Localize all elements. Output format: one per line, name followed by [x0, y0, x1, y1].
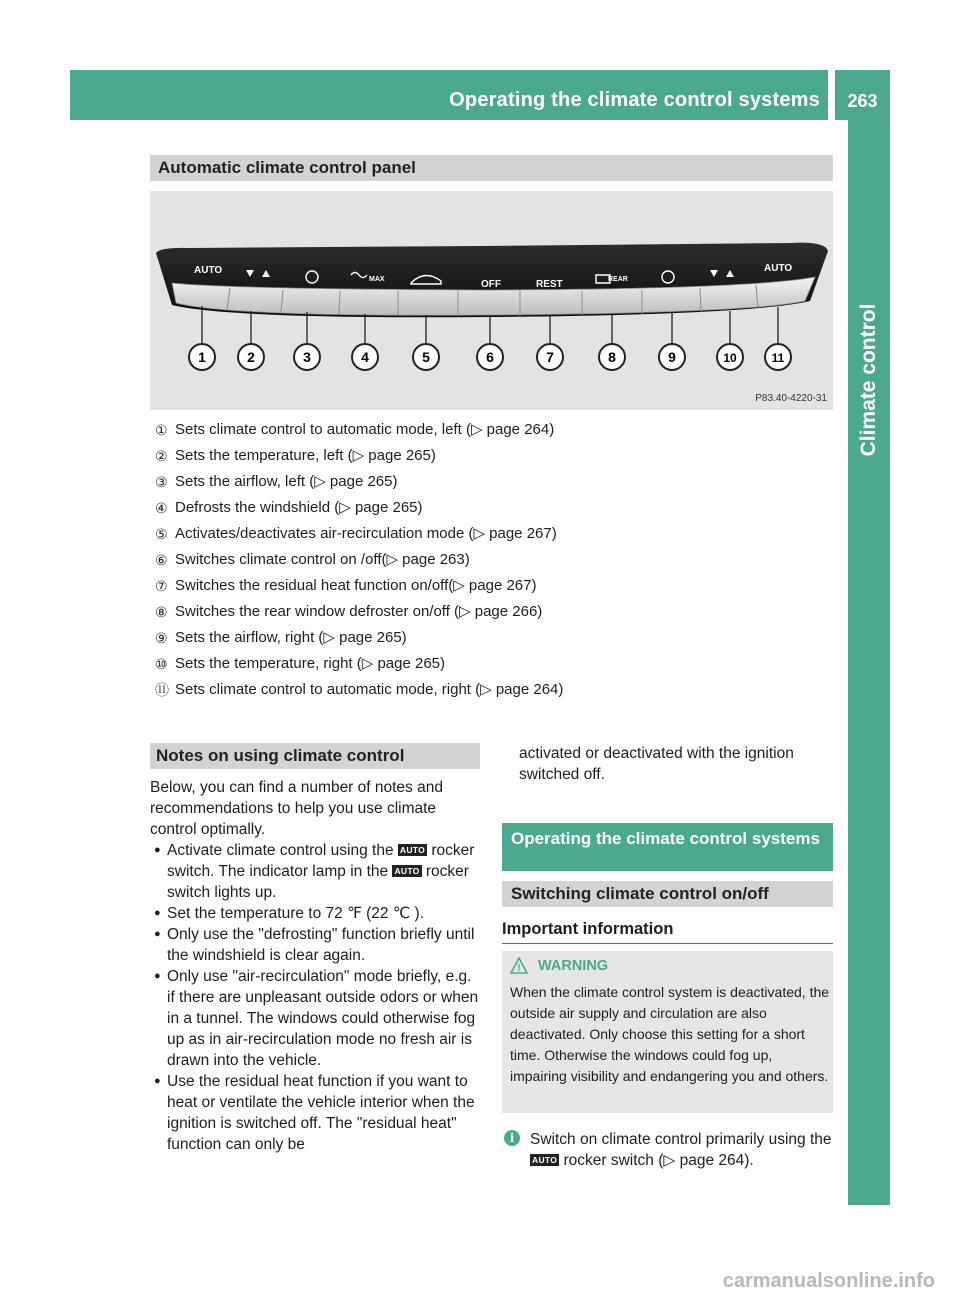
callout-6 [477, 344, 503, 370]
side-tab-label: Climate control [857, 303, 880, 457]
caption-item: ② Sets the temperature, left (▷ page 265) [155, 447, 436, 464]
caption-list [155, 420, 835, 706]
side-tab-marker [848, 1150, 890, 1192]
important-information-heading: Important information [502, 918, 833, 944]
auto-key-icon: AUTO [532, 1155, 558, 1165]
svg-text:11: 11 [771, 351, 785, 365]
rear-label: REAR [608, 276, 628, 283]
svg-text:7: 7 [546, 349, 554, 365]
callout-9 [659, 344, 685, 370]
caption-item: ⑥ Switches climate control on /off(▷ page 263) [155, 551, 470, 568]
warning-body: When the climate control system is deactivated, the outside air supply and circulation are also deactivated. Only choose this setting for a short time. Otherwise the windows could fog up, impairing visibility and endangering you and others. [510, 984, 830, 1084]
caption-item: ① Sets climate control to automatic mode, left (▷ page 264) [155, 421, 555, 438]
section-heading-panel: Automatic climate control panel [150, 155, 833, 181]
info-icon: i [504, 1130, 520, 1146]
auto-right-label: AUTO [764, 263, 793, 274]
subsection-heading-switching: Switching climate control on/off [502, 881, 833, 907]
warning-header [510, 957, 608, 974]
notes-bullet-3: ● Only use the "defrosting" function briefly until the windshield is clear again. [154, 926, 475, 964]
control-panel-illustration [150, 191, 833, 410]
callout-3 [294, 344, 320, 370]
caption-item: ③ Sets the airflow, left (▷ page 265) [155, 473, 398, 490]
svg-text:3: 3 [303, 349, 311, 365]
svg-text:1: 1 [198, 349, 206, 365]
notes-bullet-2: ● Set the temperature to 72 ℉ (22 ℃ ). [154, 905, 425, 922]
callout-2 [238, 344, 264, 370]
section-heading-notes: Notes on using climate control [150, 743, 480, 769]
svg-text:9: 9 [668, 349, 676, 365]
callout-4 [352, 344, 378, 370]
rest-label: REST [536, 279, 563, 290]
svg-text:10: 10 [723, 351, 737, 365]
svg-text:4: 4 [361, 349, 369, 365]
warning-box [502, 951, 833, 1113]
svg-text:6: 6 [486, 349, 494, 365]
auto-key-icon: AUTO [399, 845, 426, 855]
figure-reference: P83.40-4220-31 [755, 393, 827, 404]
notes-bullet-5: ● Use the residual heat function if you want to heat or ventilate the vehicle interior when the ignition is switched off. The "residual heat" function can only be [154, 1073, 475, 1153]
caption-item: ⑨ Sets the airflow, right (▷ page 265) [155, 629, 407, 646]
max-label: MAX [369, 276, 385, 283]
info-note: i Switch on climate control primarily using the AUTO rocker switch (▷ page 264). [502, 1129, 833, 1171]
callout-5 [413, 344, 439, 370]
svg-text:5: 5 [422, 349, 430, 365]
caption-item: ⑪ Sets climate control to automatic mode, right (▷ page 264) [155, 681, 564, 698]
caption-item: ⑦ Switches the residual heat function on/off(▷ page 267) [155, 577, 537, 594]
side-tab [848, 120, 890, 1205]
header-title: Operating the climate control systems [449, 89, 820, 111]
warning-title: WARNING [538, 957, 609, 974]
off-label: OFF [481, 279, 501, 290]
notes-continued: activated or deactivated with the ignition switched off. [519, 745, 794, 783]
svg-text:!: ! [517, 963, 521, 974]
section-heading-operating: Operating the climate control systems [502, 823, 833, 871]
notes-bullet-4: ● Only use "air-recirculation" mode briefly, e.g. if there are unpleasant outside odors or when in a tunnel. The windows could otherwise fog up as in air-recirculation mode no fresh air is drawn into the vehicle. [154, 968, 479, 1069]
auto-left-label: AUTO [194, 265, 223, 276]
callout-11 [765, 344, 791, 370]
control-panel-figure [150, 191, 833, 410]
callout-8 [599, 344, 625, 370]
notes-column [150, 777, 480, 1155]
caption-item: ④ Defrosts the windshield (▷ page 265) [155, 499, 423, 516]
notes-intro: Below, you can find a number of notes and recommendations to help you use climate control optimally. [150, 779, 443, 838]
callout-1 [189, 344, 215, 370]
notes-bullet-1: ● Activate climate control using the AUTO rocker switch. The indicator lamp in the AUTO rocker switch lights up. [154, 842, 475, 901]
svg-text:2: 2 [247, 349, 255, 365]
callout-7 [537, 344, 563, 370]
caption-item: ⑤ Activates/deactivates air-recirculation mode (▷ page 267) [155, 525, 557, 542]
caption-item: ⑧ Switches the rear window defroster on/off (▷ page 266) [155, 603, 543, 620]
caption-item: ⑩ Sets the temperature, right (▷ page 265) [155, 655, 446, 672]
page-number: 263 [847, 91, 878, 111]
callout-10 [717, 344, 743, 370]
auto-key-icon: AUTO [394, 866, 420, 876]
footer-watermark: carmanualsonline.info [722, 1270, 935, 1292]
svg-text:8: 8 [608, 349, 616, 365]
warning-triangle-icon [510, 957, 528, 974]
